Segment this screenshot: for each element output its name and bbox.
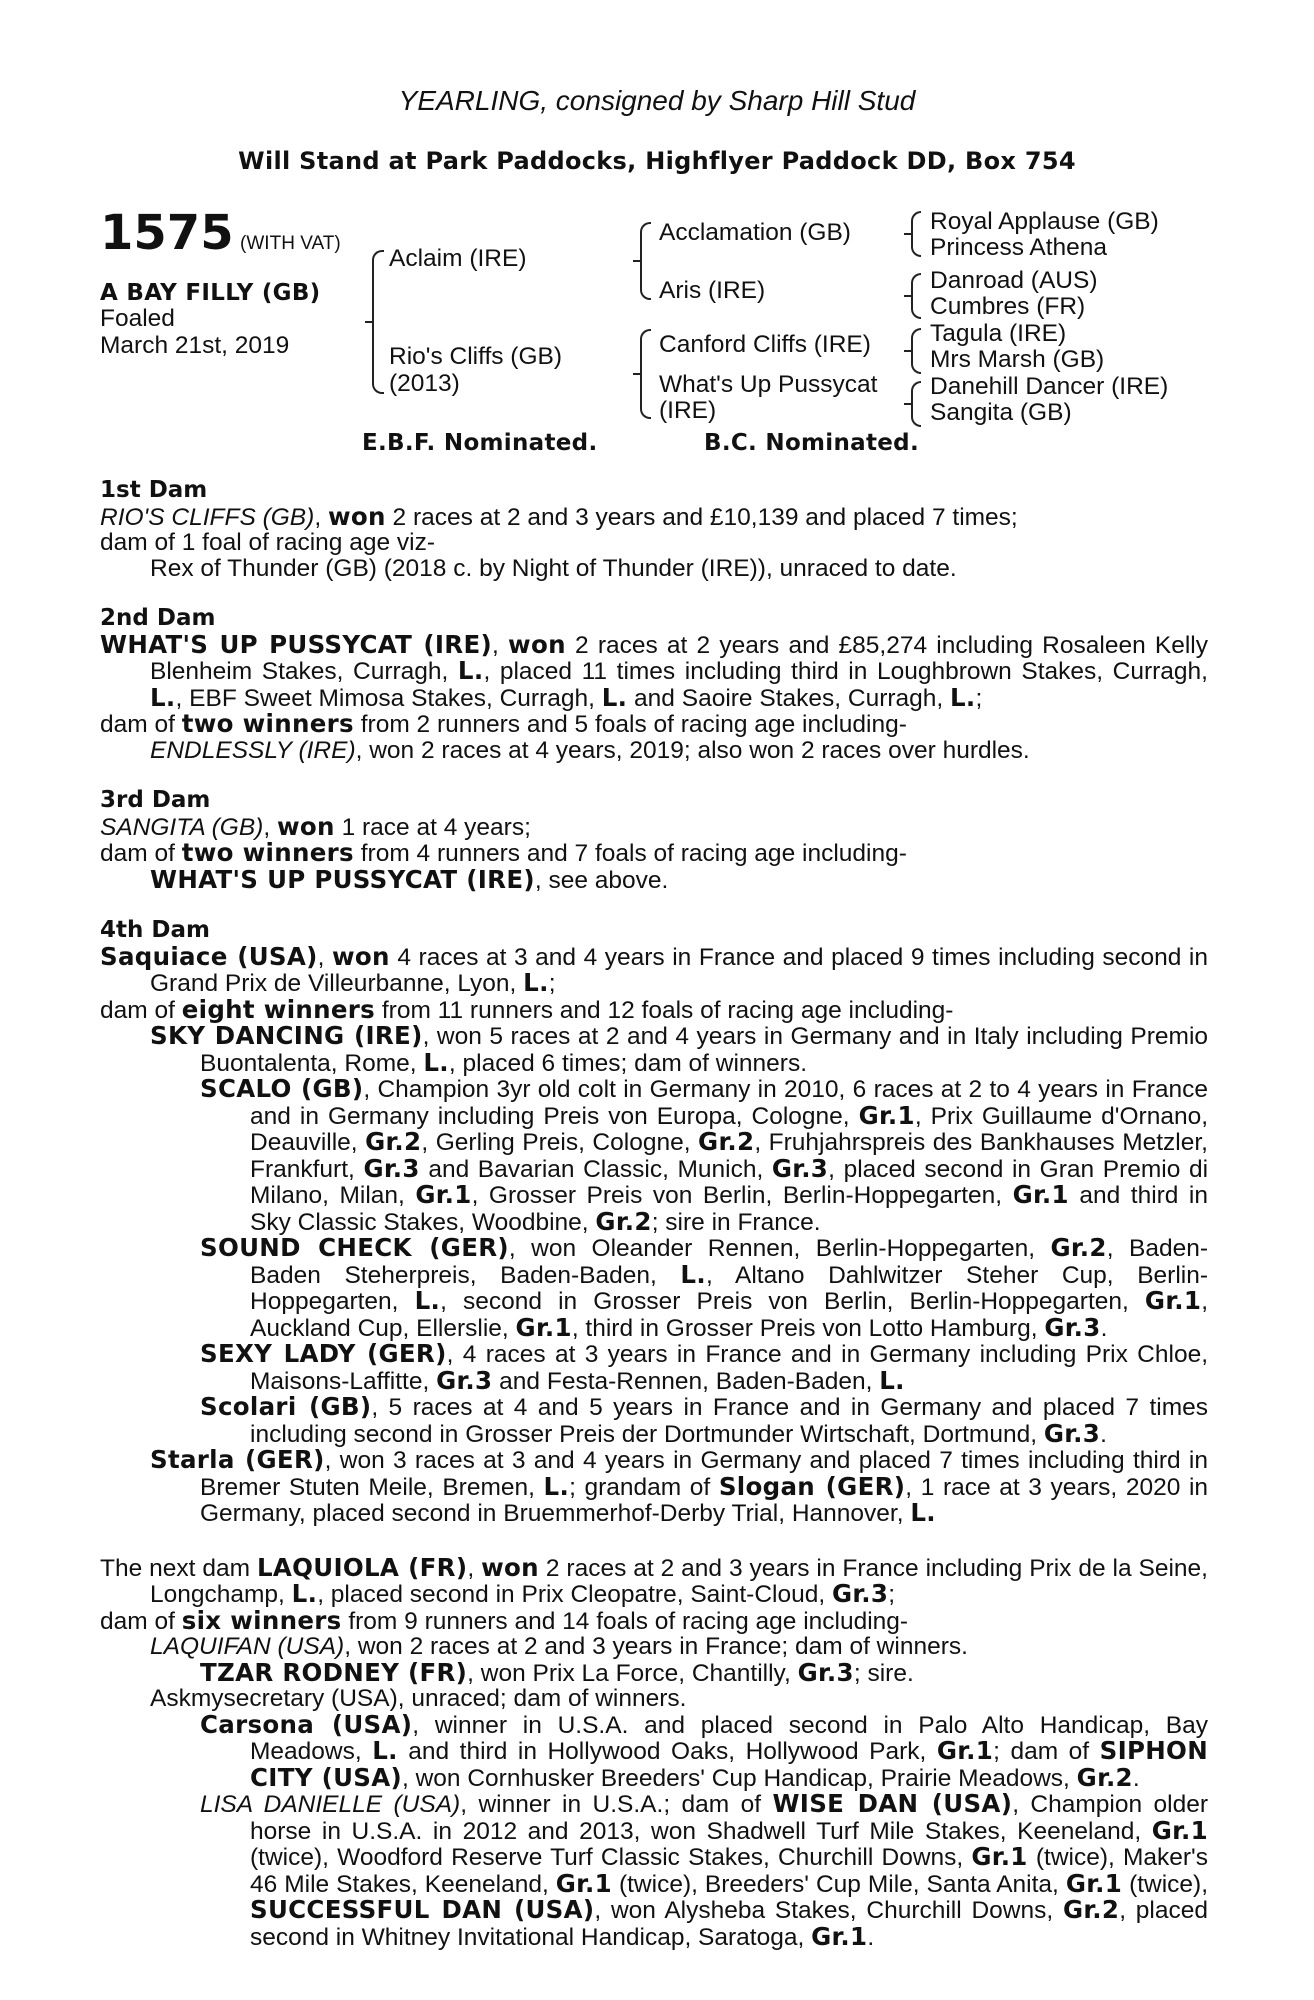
lot-number-line (100, 205, 341, 270)
sire-parents-brace (640, 222, 651, 300)
pedigree-dds: Danehill Dancer (IRE) (930, 373, 1169, 400)
foaled-date: March 21st, 2019 (100, 332, 290, 359)
produce-scalo: SCALO (GB), Champion 3yr old colt in Germany in 2010, 6 races at 2 to 4 years in France and in Germany including Preis von Europa, Cologne, Gr.1, Prix Guillaume d'Ornano, Deauville, Gr.2, Gerling Preis, Cologne, Gr.2, Fruhjahrspreis des Bankhauses Metzler, Frankfurt, Gr.3 and Bavarian Classic, Munich, Gr.3, placed second in Gran Premio di Milano, Milan, Gr.1, Grosser Preis von Berlin, Berlin-Hoppegarten, Gr.1 and third in Sky Classic Stakes, Woodbine, Gr.2; sire in France. (200, 1074, 1209, 1236)
ss-parents-brace (911, 211, 921, 257)
ebf-nominated: E.B.F. Nominated. (362, 430, 598, 456)
second-dam-section (100, 606, 1208, 763)
produce-carsona: Carsona (USA), winner in U.S.A. and placed second in Palo Alto Handicap, Bay Meadows, L. and third in Hollywood Oaks, Hollywood Park, Gr.1; dam of SIPHON CITY (USA), won Cornhusker Breeders' Cup Handicap, Prairie Meadows, Gr.2. (200, 1709, 1208, 1792)
pedigree-sire-sire: Acclamation (GB) (659, 219, 851, 246)
dd-parents-brace (911, 381, 921, 427)
sire-dam-brace (372, 250, 384, 394)
pedigree-dam-year: (2013) (389, 370, 460, 397)
fourth-dam-produce-summary: dam of eight winners from 11 runners and 12 foals of racing age including- (100, 994, 954, 1024)
second-dam-produce-summary: dam of two winners from 2 runners and 5 foals of racing age including- (100, 709, 907, 738)
next-dam-record: The next dam LAQUIOLA (FR), won 2 races at 2 and 3 years in France including Prix de la Seine, Longchamp, L., placed second in Prix Cleopatre, Saint-Cloud, Gr.3; (100, 1552, 1208, 1608)
lot-number: 1575 (100, 205, 234, 261)
produce-tzar-rodney: TZAR RODNEY (FR), won Prix La Force, Chantilly, Gr.3; sire. (200, 1657, 914, 1687)
produce-askmysecretary: Askmysecretary (USA), unraced; dam of winners. (150, 1685, 687, 1712)
dam-parents-brace (640, 329, 651, 419)
pedigree-dam-sire: Canford Cliffs (IRE) (659, 331, 871, 358)
pedigree-sdd: Cumbres (FR) (930, 293, 1086, 320)
third-dam-section (100, 788, 1208, 893)
produce-sound-check: SOUND CHECK (GER), won Oleander Rennen, Berlin-Hoppegarten, Gr.2, Baden-Baden Steherpreis, Baden-Baden, L., Altano Dahlwitzer Steher Cup, Berlin-Hoppegarten, L., second in Grosser Preis von Berlin, Berlin-Hoppegarten, Gr.1, Auckland Cup, Ellerslie, Gr.1, third in Grosser Preis von Lotto Hamburg, Gr.3. (200, 1233, 1209, 1342)
first-dam-heading: 1st Dam (100, 477, 208, 503)
sd-parents-brace (911, 273, 921, 319)
pedigree-dam: Rio's Cliffs (GB) (389, 343, 563, 370)
pedigree-ddd: Sangita (GB) (930, 399, 1072, 426)
fourth-dam-record: Saquiace (USA), won 4 races at 3 and 4 years in France and placed 9 times including second in Grand Prix de Villeurbanne, Lyon, L.; (100, 941, 1208, 997)
foaled-label: Foaled (100, 305, 175, 332)
fourth-dam-section (100, 918, 1208, 1527)
page-title: YEARLING, consigned by Sharp Hill Stud (398, 85, 916, 116)
vat-label: (WITH VAT) (240, 233, 341, 254)
pedigree-sire: Aclaim (IRE) (389, 245, 527, 272)
fourth-dam-heading: 4th Dam (100, 917, 210, 943)
first-dam-produce: Rex of Thunder (GB) (2018 c. by Night of Thunder (IRE)), unraced to date. (150, 554, 957, 582)
first-dam-foals: dam of 1 foal of racing age viz- (100, 529, 436, 556)
first-dam-record: RIO'S CLIFFS (GB), won 2 races at 2 and 3 years and £10,139 and placed 7 times; (100, 501, 1018, 531)
third-dam-produce-1: WHAT'S UP PUSSYCAT (IRE), see above. (150, 864, 669, 894)
pedigree-sss: Royal Applause (GB) (930, 208, 1159, 235)
first-dam-section (100, 478, 1208, 581)
third-dam-produce-summary: dam of two winners from 4 runners and 7 foals of racing age including- (100, 838, 907, 867)
next-dam-section (100, 1552, 1209, 1951)
next-dam-produce-summary: dam of six winners from 9 runners and 14 foals of racing age including- (100, 1605, 909, 1635)
ds-parents-brace (911, 328, 921, 374)
second-dam-produce-1: ENDLESSLY (IRE), won 2 races at 4 years, 2019; also won 2 races over hurdles. (150, 736, 1030, 764)
produce-record (100, 478, 1208, 1975)
produce-lisa-danielle: LISA DANIELLE (USA), winner in U.S.A.; dam of WISE DAN (USA), Champion older horse in U.S.A. in 2012 and 2013, won Shadwell Turf Mile Stakes, Keeneland, Gr.1 (twice), Woodford Reserve Turf Classic Stakes, Churchill Downs, Gr.1 (twice), Maker's 46 Mile Stakes, Keeneland, Gr.1 (twice), Breeders' Cup Mile, Santa Anita, Gr.1 (twice), SUCCESSFUL DAN (USA), won Alysheba Stakes, Churchill Downs, Gr.2, placed second in Whitney Invitational Handicap, Saratoga, Gr.1. (200, 1789, 1209, 1951)
produce-sky-dancing: SKY DANCING (IRE), won 5 races at 2 and 4 years in Germany and in Italy including Premio Buontalenta, Rome, L., placed 6 times; dam of winners. (150, 1021, 1209, 1077)
pedigree-ssd: Princess Athena (930, 234, 1108, 261)
pedigree-dsd: Mrs Marsh (GB) (930, 346, 1105, 373)
pedigree-sds: Danroad (AUS) (930, 267, 1098, 294)
third-dam-heading: 3rd Dam (100, 787, 211, 813)
stand-location: Will Stand at Park Paddocks, Highflyer Paddock DD, Box 754 (238, 147, 1076, 175)
pedigree-dam-dam-origin: (IRE) (659, 397, 717, 424)
produce-starla: Starla (GER), won 3 races at 3 and 4 years in Germany and placed 7 times including third in Bremer Stuten Meile, Bremen, L.; grandam of Slogan (GER), 1 race at 3 years, 2020 in Germany, placed second in Bruemmerhof-Derby Trial, Hannover, L. (150, 1445, 1209, 1527)
pedigree-dss: Tagula (IRE) (930, 320, 1067, 347)
second-dam-heading: 2nd Dam (100, 605, 216, 631)
pedigree-sire-dam: Aris (IRE) (659, 277, 766, 304)
third-dam-record: SANGITA (GB), won 1 race at 4 years; (100, 811, 531, 841)
pedigree-dam-dam: What's Up Pussycat (659, 371, 878, 398)
bc-nominated: B.C. Nominated. (704, 430, 919, 456)
horse-name: A BAY FILLY (GB) (100, 280, 321, 306)
produce-scolari: Scolari (GB), 5 races at 4 and 5 years in France and in Germany and placed 7 times including second in Grosser Preis der Dortmunder Wirtschaft, Dortmund, Gr.3. (200, 1392, 1208, 1448)
produce-sexy-lady: SEXY LADY (GER), 4 races at 3 years in France and in Germany including Prix Chloe, Maisons-Laffitte, Gr.3 and Festa-Rennen, Baden-Baden, L. (200, 1339, 1209, 1395)
second-dam-record: WHAT'S UP PUSSYCAT (IRE), won 2 races at 2 years and £85,274 including Rosaleen Kelly Blenheim Stakes, Curragh, L., placed 11 times including third in Loughbrown Stakes, Curragh, L., EBF Sweet Mimosa Stakes, Curragh, L. and Saoire Stakes, Curragh, L.; (100, 629, 1208, 712)
produce-laquifan: LAQUIFAN (USA), won 2 races at 2 and 3 years in France; dam of winners. (150, 1633, 968, 1660)
